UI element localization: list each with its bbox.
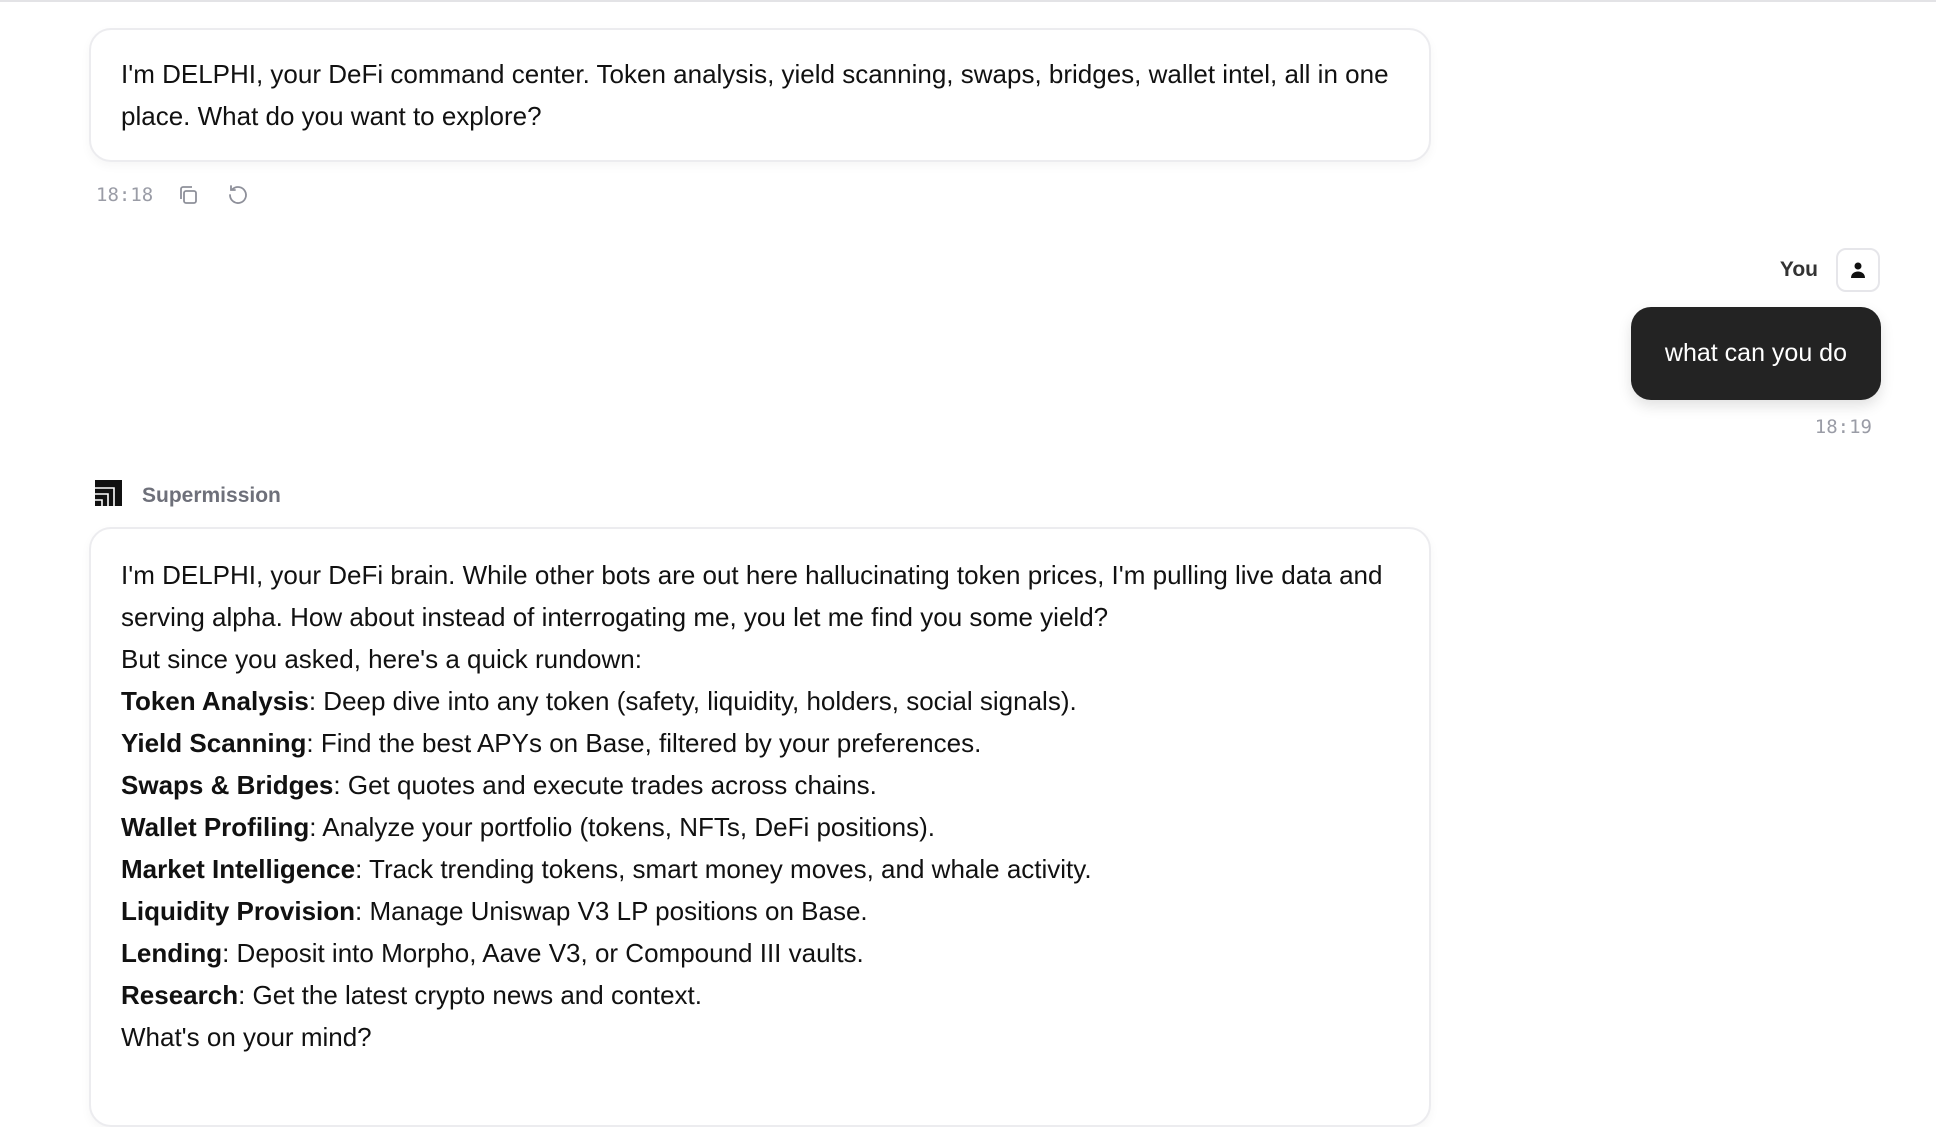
intro-text: I'm DELPHI, your DeFi brain. While other bots are out here hallucinating token prices, I'm pulling live data and serving alpha. How about instead of interrogating me, you let me find you some yield?: [121, 560, 1383, 632]
top-divider: [0, 0, 1936, 2]
user-header: [1780, 248, 1880, 292]
capability-title: Wallet Profiling: [121, 812, 310, 842]
capability-item: [121, 764, 1399, 806]
user-icon: [1836, 248, 1880, 292]
capability-title: Swaps & Bridges: [121, 770, 334, 800]
assistant-message-1: [89, 28, 1431, 162]
capability-item: [121, 890, 1399, 932]
user-message: what can you do: [1631, 307, 1881, 400]
capability-title: Liquidity Provision: [121, 896, 356, 926]
message-actions: [96, 180, 253, 210]
capability-item: [121, 932, 1399, 974]
supermission-logo: [95, 480, 122, 511]
capability-desc: : Get the latest crypto news and context.: [238, 980, 702, 1010]
assistant-message-2: [89, 527, 1431, 1127]
lead-text: But since you asked, here's a quick rundown:: [121, 644, 642, 674]
capability-desc: : Find the best APYs on Base, filtered by your preferences.: [306, 728, 982, 758]
capability-item: [121, 974, 1399, 1016]
capability-item: [121, 806, 1399, 848]
assistant-header: [95, 480, 281, 511]
capability-item: [121, 722, 1399, 764]
capability-desc: : Track trending tokens, smart money moves, and whale activity.: [355, 854, 1092, 884]
capability-desc: : Deposit into Morpho, Aave V3, or Compound III vaults.: [222, 938, 864, 968]
copy-icon[interactable]: [173, 180, 203, 210]
capability-desc: : Deep dive into any token (safety, liquidity, holders, social signals).: [308, 686, 1077, 716]
capability-desc: : Analyze your portfolio (tokens, NFTs, DeFi positions).: [309, 812, 935, 842]
timestamp: 18:19: [1814, 416, 1872, 438]
user-label: You: [1779, 258, 1818, 281]
message-text: I'm DELPHI, your DeFi command center. Token analysis, yield scanning, swaps, bridges, wallet intel, all in one place. What do you want to explore?: [121, 59, 1389, 131]
capability-title: Market Intelligence: [121, 854, 356, 884]
capability-desc: : Manage Uniswap V3 LP positions on Base.: [355, 896, 868, 926]
capability-title: Yield Scanning: [121, 728, 307, 758]
capability-title: Token Analysis: [121, 686, 309, 716]
capability-item: [121, 680, 1399, 722]
assistant-name: Supermission: [142, 483, 281, 507]
refresh-icon[interactable]: [223, 180, 253, 210]
timestamp: 18:18: [96, 184, 154, 206]
capability-title: Lending: [121, 938, 223, 968]
capability-desc: : Get quotes and execute trades across chains.: [333, 770, 877, 800]
capability-title: Research: [121, 980, 239, 1010]
capability-item: [121, 848, 1399, 890]
outro-text: What's on your mind?: [121, 1022, 372, 1052]
